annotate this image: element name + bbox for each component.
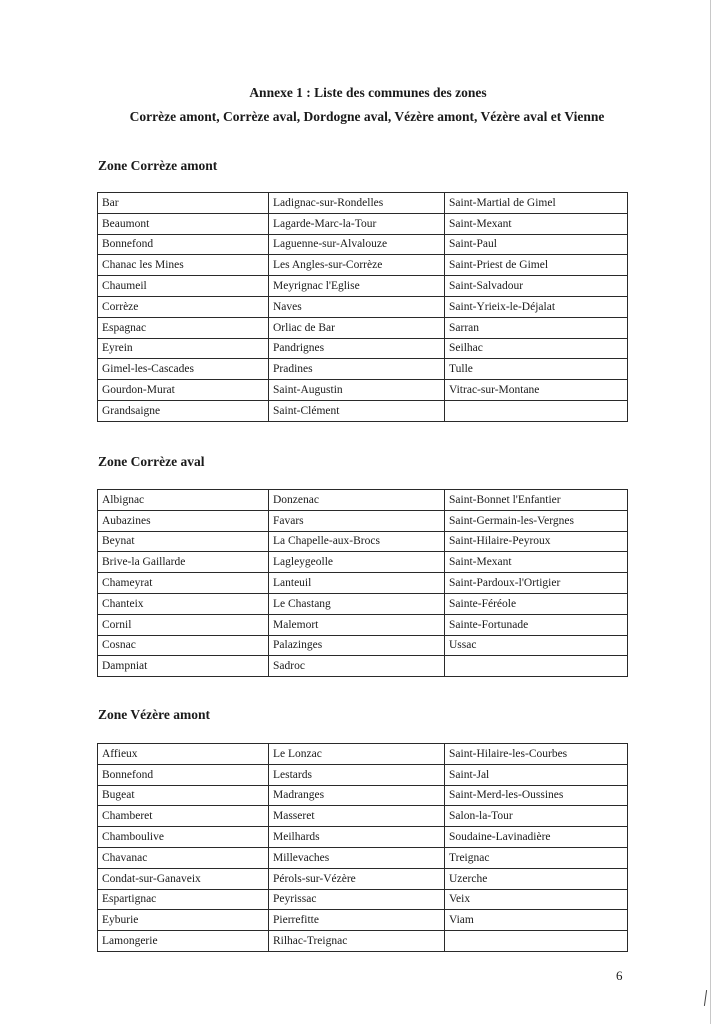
- table-row: [98, 931, 628, 952]
- annex-subtitle: Corrèze amont, Corrèze aval, Dordogne aval, Vézère amont, Vézère aval et Vienne: [129, 109, 605, 124]
- commune-cell: Grandsaigne: [98, 400, 269, 421]
- commune-cell: Bonnefond: [98, 764, 269, 785]
- commune-cell: Salon-la-Tour: [445, 806, 628, 827]
- table-row: [98, 847, 628, 868]
- commune-cell: La Chapelle-aux-Brocs: [269, 531, 445, 552]
- commune-cell: Sarran: [445, 317, 628, 338]
- commune-cell: Millevaches: [269, 847, 445, 868]
- zone-heading-vezere-amont: Zone Vézère amont: [98, 707, 210, 722]
- title-block: [0, 84, 726, 126]
- commune-cell: Pradines: [269, 359, 445, 380]
- commune-cell: Cornil: [98, 614, 269, 635]
- commune-cell: Meilhards: [269, 827, 445, 848]
- commune-cell: Chanteix: [98, 593, 269, 614]
- annex-title: Annexe 1 : Liste des communes des zones: [249, 85, 487, 100]
- commune-cell: Saint-Martial de Gimel: [445, 193, 628, 214]
- commune-cell: Chamboulive: [98, 827, 269, 848]
- commune-cell: [445, 400, 628, 421]
- table-row: [98, 380, 628, 401]
- commune-table-correze-aval: [97, 489, 628, 677]
- table-row: [98, 889, 628, 910]
- commune-cell: Espartignac: [98, 889, 269, 910]
- commune-cell: Naves: [269, 296, 445, 317]
- commune-cell: Pérols-sur-Vézère: [269, 868, 445, 889]
- scan-margin-line: [710, 0, 711, 1024]
- commune-cell: Le Lonzac: [269, 744, 445, 765]
- commune-cell: Masseret: [269, 806, 445, 827]
- commune-cell: Chanac les Mines: [98, 255, 269, 276]
- table-row: [98, 510, 628, 531]
- table-row: [98, 573, 628, 594]
- table-row: [98, 296, 628, 317]
- commune-cell: Espagnac: [98, 317, 269, 338]
- commune-cell: Albignac: [98, 490, 269, 511]
- zone-heading-correze-amont: Zone Corrèze amont: [98, 158, 218, 173]
- commune-cell: Donzenac: [269, 490, 445, 511]
- commune-cell: Vitrac-sur-Montane: [445, 380, 628, 401]
- table-row: [98, 785, 628, 806]
- table-row: [98, 213, 628, 234]
- table-row: [98, 868, 628, 889]
- commune-cell: Le Chastang: [269, 593, 445, 614]
- commune-cell: Uzerche: [445, 868, 628, 889]
- table-row: [98, 827, 628, 848]
- commune-cell: Orliac de Bar: [269, 317, 445, 338]
- commune-cell: Saint-Salvadour: [445, 276, 628, 297]
- commune-cell: Treignac: [445, 847, 628, 868]
- commune-cell: Affieux: [98, 744, 269, 765]
- commune-cell: Eyburie: [98, 910, 269, 931]
- table-row: [98, 744, 628, 765]
- commune-cell: Saint-Germain-les-Vergnes: [445, 510, 628, 531]
- commune-cell: Les Angles-sur-Corrèze: [269, 255, 445, 276]
- commune-cell: Chameyrat: [98, 573, 269, 594]
- commune-cell: Eyrein: [98, 338, 269, 359]
- commune-cell: Meyrignac l'Eglise: [269, 276, 445, 297]
- commune-cell: Soudaine-Lavinadière: [445, 827, 628, 848]
- commune-cell: Pandrignes: [269, 338, 445, 359]
- commune-cell: Palazinges: [269, 635, 445, 656]
- commune-cell: Corrèze: [98, 296, 269, 317]
- commune-cell: Beynat: [98, 531, 269, 552]
- commune-cell: Madranges: [269, 785, 445, 806]
- table-row: [98, 614, 628, 635]
- commune-cell: Bonnefond: [98, 234, 269, 255]
- commune-cell: Cosnac: [98, 635, 269, 656]
- commune-cell: Saint-Mexant: [445, 552, 628, 573]
- commune-cell: Saint-Jal: [445, 764, 628, 785]
- commune-cell: Ussac: [445, 635, 628, 656]
- commune-cell: [445, 931, 628, 952]
- commune-cell: Gourdon-Murat: [98, 380, 269, 401]
- commune-cell: Chamberet: [98, 806, 269, 827]
- commune-cell: Rilhac-Treignac: [269, 931, 445, 952]
- commune-cell: Saint-Paul: [445, 234, 628, 255]
- table-row: [98, 593, 628, 614]
- commune-cell: Chavanac: [98, 847, 269, 868]
- table-row: [98, 234, 628, 255]
- commune-cell: Chaumeil: [98, 276, 269, 297]
- commune-cell: Saint-Merd-les-Oussines: [445, 785, 628, 806]
- commune-table-vezere-amont: [97, 743, 628, 952]
- table-row: [98, 276, 628, 297]
- commune-cell: Favars: [269, 510, 445, 531]
- commune-cell: Brive-la Gaillarde: [98, 552, 269, 573]
- commune-cell: Saint-Mexant: [445, 213, 628, 234]
- commune-cell: Saint-Clément: [269, 400, 445, 421]
- commune-cell: Saint-Hilaire-les-Courbes: [445, 744, 628, 765]
- commune-cell: Saint-Augustin: [269, 380, 445, 401]
- commune-cell: Aubazines: [98, 510, 269, 531]
- table-row: [98, 490, 628, 511]
- table-row: [98, 910, 628, 931]
- commune-cell: Saint-Priest de Gimel: [445, 255, 628, 276]
- commune-cell: Saint-Pardoux-l'Ortigier: [445, 573, 628, 594]
- commune-cell: Lagarde-Marc-la-Tour: [269, 213, 445, 234]
- table-row: [98, 635, 628, 656]
- commune-cell: Sadroc: [269, 656, 445, 677]
- commune-cell: Sainte-Féréole: [445, 593, 628, 614]
- commune-cell: Seilhac: [445, 338, 628, 359]
- table-row: [98, 764, 628, 785]
- scan-mark: [704, 990, 707, 1006]
- table-row: [98, 255, 628, 276]
- table-row: [98, 359, 628, 380]
- commune-cell: Bugeat: [98, 785, 269, 806]
- commune-cell: Saint-Bonnet l'Enfantier: [445, 490, 628, 511]
- commune-cell: Viam: [445, 910, 628, 931]
- page-number: 6: [616, 968, 623, 983]
- table-row: [98, 552, 628, 573]
- commune-cell: Malemort: [269, 614, 445, 635]
- commune-cell: Lestards: [269, 764, 445, 785]
- table-row: [98, 317, 628, 338]
- table-row: [98, 400, 628, 421]
- commune-cell: Gimel-les-Cascades: [98, 359, 269, 380]
- table-row: [98, 193, 628, 214]
- commune-cell: Tulle: [445, 359, 628, 380]
- commune-cell: Ladignac-sur-Rondelles: [269, 193, 445, 214]
- table-row: [98, 338, 628, 359]
- commune-cell: Dampniat: [98, 656, 269, 677]
- commune-table-correze-amont: [97, 192, 628, 422]
- commune-cell: Sainte-Fortunade: [445, 614, 628, 635]
- table-row: [98, 531, 628, 552]
- commune-cell: Peyrissac: [269, 889, 445, 910]
- commune-cell: Pierrefitte: [269, 910, 445, 931]
- commune-cell: Beaumont: [98, 213, 269, 234]
- commune-cell: Lagleygeolle: [269, 552, 445, 573]
- table-row: [98, 806, 628, 827]
- commune-cell: Veix: [445, 889, 628, 910]
- commune-cell: [445, 656, 628, 677]
- commune-cell: Saint-Yrieix-le-Déjalat: [445, 296, 628, 317]
- commune-cell: Lanteuil: [269, 573, 445, 594]
- table-row: [98, 656, 628, 677]
- commune-cell: Bar: [98, 193, 269, 214]
- commune-cell: Laguenne-sur-Alvalouze: [269, 234, 445, 255]
- commune-cell: Saint-Hilaire-Peyroux: [445, 531, 628, 552]
- commune-cell: Condat-sur-Ganaveix: [98, 868, 269, 889]
- zone-heading-correze-aval: Zone Corrèze aval: [98, 454, 205, 469]
- commune-cell: Lamongerie: [98, 931, 269, 952]
